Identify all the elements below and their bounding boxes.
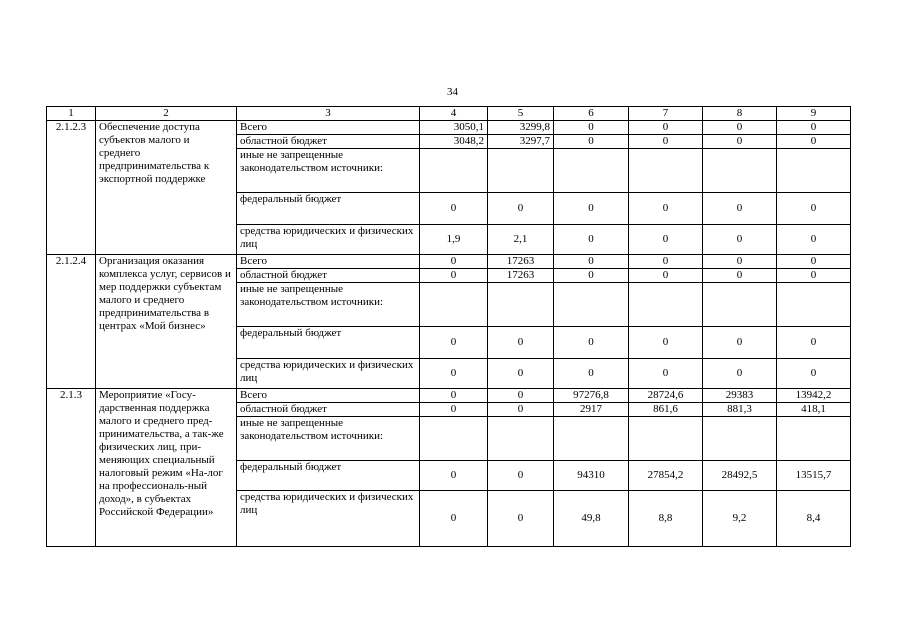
funding-source-label: федеральный бюджет — [237, 193, 420, 225]
value-cell: 881,3 — [703, 403, 777, 417]
funding-source-label: областной бюджет — [237, 135, 420, 149]
value-cell — [777, 149, 851, 193]
item-code: 2.1.2.3 — [47, 121, 96, 255]
value-cell: 27854,2 — [629, 461, 703, 491]
value-cell: 0 — [777, 255, 851, 269]
value-cell: 9,2 — [703, 491, 777, 547]
item-name: Обеспечение доступа субъектов малого и среднего предпринимательства к экспортной поддержке — [96, 121, 237, 255]
value-cell — [554, 149, 629, 193]
value-cell: 29383 — [703, 389, 777, 403]
value-cell: 0 — [629, 135, 703, 149]
value-cell: 0 — [703, 135, 777, 149]
value-cell: 0 — [629, 359, 703, 389]
value-cell: 0 — [554, 135, 629, 149]
value-cell — [420, 149, 488, 193]
item-name: Мероприятие «Госу-дарственная поддержка малого и среднего пред-принимательства, а так-же физических лиц, при-меняющих специальный налоговый режим «На-лог на профессиональ-ный доход», в субъектах Российской Федерации» — [96, 389, 237, 547]
funding-source-label: федеральный бюджет — [237, 461, 420, 491]
value-cell: 0 — [629, 269, 703, 283]
value-cell: 0 — [420, 269, 488, 283]
value-cell: 17263 — [488, 255, 554, 269]
value-cell: 0 — [420, 359, 488, 389]
header-cell: 9 — [777, 107, 851, 121]
funding-source-label: иные не запрещенные законодательством источники: — [237, 417, 420, 461]
header-cell: 7 — [629, 107, 703, 121]
value-cell: 2917 — [554, 403, 629, 417]
item-code: 2.1.2.4 — [47, 255, 96, 389]
funding-table — [46, 106, 851, 547]
value-cell: 861,6 — [629, 403, 703, 417]
value-cell: 0 — [488, 403, 554, 417]
value-cell: 418,1 — [777, 403, 851, 417]
value-cell: 0 — [554, 193, 629, 225]
value-cell: 0 — [703, 225, 777, 255]
funding-source-label: иные не запрещенные законодательством источники: — [237, 149, 420, 193]
value-cell: 2,1 — [488, 225, 554, 255]
value-cell: 0 — [629, 193, 703, 225]
value-cell: 13515,7 — [777, 461, 851, 491]
value-cell: 0 — [420, 403, 488, 417]
value-cell: 0 — [488, 491, 554, 547]
value-cell: 3299,8 — [488, 121, 554, 135]
value-cell: 0 — [777, 121, 851, 135]
funding-source-label: федеральный бюджет — [237, 327, 420, 359]
table-row — [47, 121, 851, 135]
funding-source-label: Всего — [237, 121, 420, 135]
funding-source-label: областной бюджет — [237, 403, 420, 417]
value-cell: 0 — [777, 135, 851, 149]
value-cell: 0 — [420, 327, 488, 359]
value-cell: 3050,1 — [420, 121, 488, 135]
table-row — [47, 255, 851, 269]
value-cell: 0 — [420, 461, 488, 491]
value-cell: 0 — [554, 269, 629, 283]
value-cell: 0 — [488, 193, 554, 225]
value-cell — [629, 149, 703, 193]
value-cell — [703, 417, 777, 461]
value-cell: 0 — [554, 359, 629, 389]
header-cell: 4 — [420, 107, 488, 121]
funding-source-label: средства юридических и физических лиц — [237, 491, 420, 547]
value-cell — [703, 283, 777, 327]
value-cell: 0 — [420, 389, 488, 403]
value-cell: 0 — [629, 225, 703, 255]
value-cell: 0 — [488, 327, 554, 359]
value-cell: 0 — [554, 121, 629, 135]
value-cell: 0 — [777, 359, 851, 389]
value-cell: 0 — [488, 461, 554, 491]
value-cell: 0 — [703, 193, 777, 225]
value-cell: 97276,8 — [554, 389, 629, 403]
value-cell: 0 — [629, 327, 703, 359]
funding-source-label: Всего — [237, 255, 420, 269]
value-cell: 0 — [703, 327, 777, 359]
value-cell — [488, 283, 554, 327]
funding-source-label: средства юридических и физических лиц — [237, 225, 420, 255]
page-number: 34 — [447, 86, 458, 98]
value-cell: 0 — [420, 193, 488, 225]
value-cell: 3297,7 — [488, 135, 554, 149]
value-cell: 0 — [554, 327, 629, 359]
value-cell: 28492,5 — [703, 461, 777, 491]
value-cell: 0 — [420, 255, 488, 269]
value-cell: 0 — [777, 193, 851, 225]
value-cell: 0 — [703, 121, 777, 135]
value-cell: 0 — [777, 327, 851, 359]
header-cell: 1 — [47, 107, 96, 121]
funding-source-label: средства юридических и физических лиц — [237, 359, 420, 389]
value-cell — [777, 283, 851, 327]
funding-source-label: иные не запрещенные законодательством источники: — [237, 283, 420, 327]
value-cell — [420, 283, 488, 327]
value-cell — [488, 417, 554, 461]
value-cell — [554, 283, 629, 327]
value-cell: 94310 — [554, 461, 629, 491]
value-cell: 0 — [420, 491, 488, 547]
header-cell: 8 — [703, 107, 777, 121]
value-cell — [420, 417, 488, 461]
value-cell — [703, 149, 777, 193]
value-cell — [488, 149, 554, 193]
item-code: 2.1.3 — [47, 389, 96, 547]
funding-source-label: областной бюджет — [237, 269, 420, 283]
value-cell: 0 — [488, 359, 554, 389]
value-cell: 0 — [703, 255, 777, 269]
value-cell: 0 — [777, 225, 851, 255]
value-cell: 0 — [488, 389, 554, 403]
value-cell: 8,4 — [777, 491, 851, 547]
value-cell: 0 — [629, 255, 703, 269]
value-cell — [629, 283, 703, 327]
value-cell: 0 — [777, 269, 851, 283]
header-cell: 5 — [488, 107, 554, 121]
value-cell: 8,8 — [629, 491, 703, 547]
value-cell: 49,8 — [554, 491, 629, 547]
header-cell: 6 — [554, 107, 629, 121]
value-cell: 17263 — [488, 269, 554, 283]
value-cell: 0 — [554, 255, 629, 269]
table-row — [47, 389, 851, 403]
value-cell: 3048,2 — [420, 135, 488, 149]
value-cell: 1,9 — [420, 225, 488, 255]
header-cell: 2 — [96, 107, 237, 121]
value-cell: 0 — [629, 121, 703, 135]
header-row — [47, 107, 851, 121]
value-cell: 0 — [554, 225, 629, 255]
value-cell — [777, 417, 851, 461]
value-cell — [554, 417, 629, 461]
value-cell — [629, 417, 703, 461]
value-cell: 28724,6 — [629, 389, 703, 403]
item-name: Организация оказания комплекса услуг, сервисов и мер поддержки субъектам малого и среднего предпринимательства в центрах «Мой бизнес» — [96, 255, 237, 389]
value-cell: 0 — [703, 269, 777, 283]
funding-source-label: Всего — [237, 389, 420, 403]
header-cell: 3 — [237, 107, 420, 121]
value-cell: 0 — [703, 359, 777, 389]
value-cell: 13942,2 — [777, 389, 851, 403]
